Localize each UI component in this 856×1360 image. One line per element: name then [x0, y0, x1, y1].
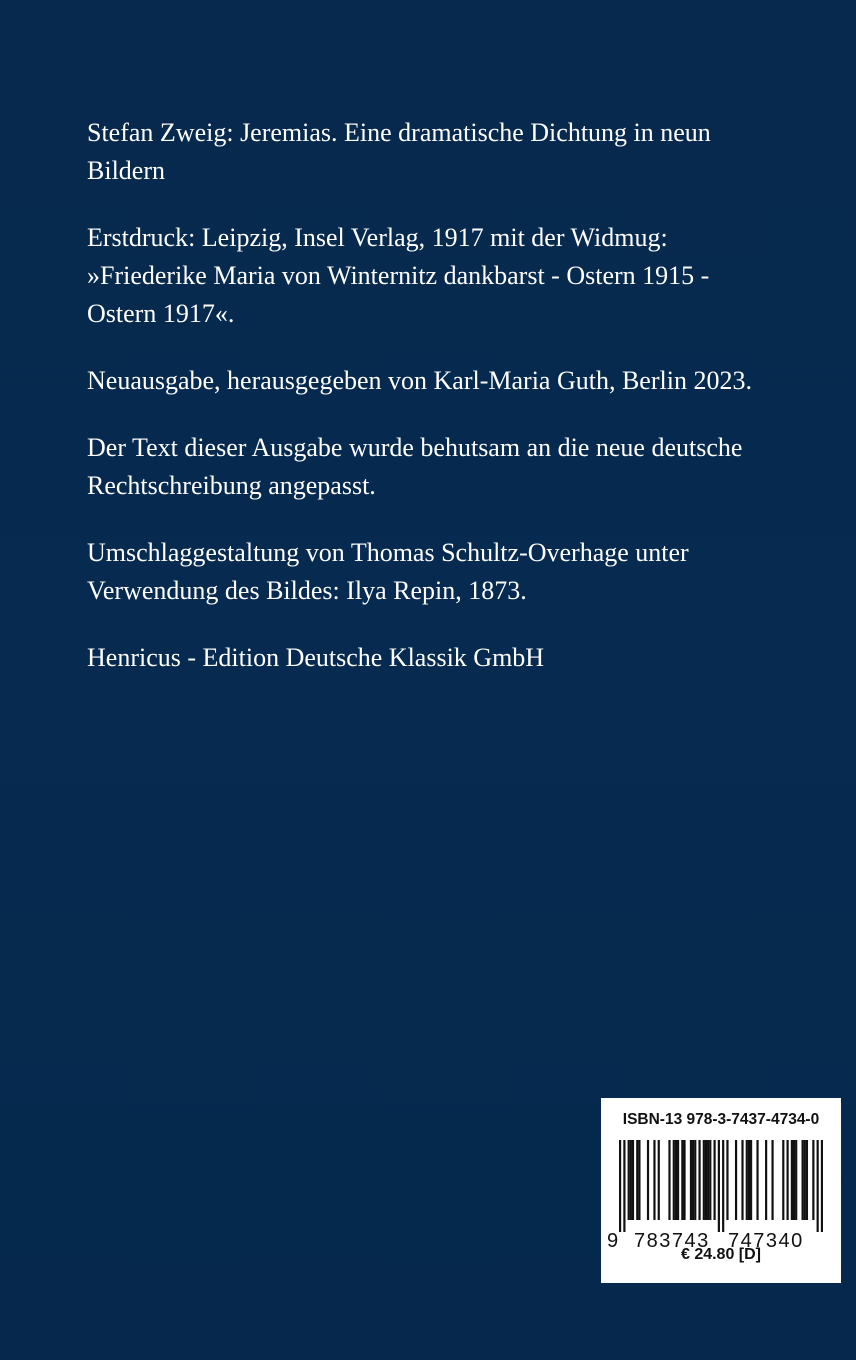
barcode-bar	[628, 1140, 630, 1220]
barcode-bar	[683, 1140, 685, 1220]
barcode-bar	[722, 1140, 724, 1232]
barcode-bar	[653, 1140, 655, 1220]
barcode-bar	[673, 1140, 675, 1220]
barcode-bar	[741, 1140, 743, 1220]
barcode-bar	[748, 1140, 750, 1220]
orthography-paragraph	[87, 429, 817, 505]
barcode-bar	[703, 1140, 705, 1220]
barcode-bar	[705, 1140, 707, 1220]
title-paragraph	[87, 114, 817, 190]
cover-design-paragraph	[87, 534, 817, 610]
isbn-barcode-label	[601, 1098, 841, 1283]
barcode-bar	[698, 1140, 700, 1220]
text-line: »Friederike Maria von Winternitz dankbarst - Ostern 1915 -	[87, 261, 710, 290]
barcode-bar	[791, 1140, 793, 1220]
text-line: Erstdruck: Leipzig, Insel Verlag, 1917 mit der Widmug:	[87, 223, 668, 252]
barcode-bar	[802, 1140, 804, 1220]
text-line: Verwendung des Bildes: Ilya Repin, 1873.	[87, 576, 527, 605]
barcode-bar	[675, 1140, 677, 1220]
barcode-bar	[765, 1140, 767, 1220]
barcode-bar	[793, 1140, 795, 1220]
barcode-lead-digit: 9	[607, 1230, 619, 1252]
barcode-right-digits: 747340	[728, 1230, 804, 1252]
imprint-text	[87, 114, 817, 706]
text-line: Neuausgabe, herausgegeben von Karl-Maria Guth, Berlin 2023.	[87, 366, 752, 395]
text-line: Ostern 1917«.	[87, 299, 235, 328]
barcode-bar	[782, 1140, 784, 1220]
barcode-bar	[636, 1140, 638, 1220]
barcode-bar	[786, 1140, 788, 1220]
barcode-bar	[817, 1140, 819, 1232]
new-edition-paragraph	[87, 362, 817, 400]
barcode-bar	[795, 1140, 797, 1220]
barcode-bar	[726, 1140, 728, 1220]
text-line: Der Text dieser Ausgabe wurde behutsam an die neue deutsche	[87, 433, 743, 462]
barcode-bar	[821, 1140, 823, 1232]
barcode-left-digits: 783743	[634, 1230, 710, 1252]
first-edition-paragraph	[87, 219, 817, 333]
barcode-bar	[638, 1140, 640, 1220]
barcode-bar	[694, 1140, 696, 1220]
barcode-bar	[658, 1140, 660, 1220]
barcode-bar	[630, 1140, 632, 1220]
barcode-bar	[692, 1140, 694, 1220]
barcode-bar	[707, 1140, 709, 1220]
barcode-bar	[750, 1140, 752, 1220]
barcode-bar	[735, 1140, 737, 1220]
text-line: Stefan Zweig: Jeremias. Eine dramatische Dichtung in neun	[87, 118, 711, 147]
barcode-bar	[718, 1140, 720, 1232]
barcode-bar	[756, 1140, 758, 1220]
barcode-bar	[709, 1140, 711, 1220]
text-line: Henricus - Edition Deutsche Klassik GmbH	[87, 643, 545, 672]
barcode-bar	[806, 1140, 808, 1220]
text-line: Umschlaggestaltung von Thomas Schultz-Overhage unter	[87, 538, 689, 567]
barcode-bar	[681, 1140, 683, 1220]
isbn-number: ISBN-13 978-3-7437-4734-0	[622, 1111, 820, 1128]
barcode-bar	[677, 1140, 679, 1220]
barcode-bar	[771, 1140, 773, 1220]
text-line: Bildern	[87, 156, 165, 185]
barcode-bar	[746, 1140, 748, 1220]
barcode-bar	[647, 1140, 649, 1220]
barcode-bar	[812, 1140, 814, 1220]
barcode-bar	[632, 1140, 634, 1220]
price-label: € 24.80 [D]	[680, 1246, 762, 1263]
barcode-bar	[713, 1140, 715, 1220]
barcode-bar	[804, 1140, 806, 1220]
text-line: Rechtschreibung angepasst.	[87, 471, 376, 500]
barcode-bar	[623, 1140, 625, 1232]
publisher-paragraph	[87, 639, 817, 677]
barcode-bars	[619, 1140, 823, 1232]
barcode-bar	[619, 1140, 621, 1232]
barcode-bar	[690, 1140, 692, 1220]
barcode-bar	[668, 1140, 670, 1220]
